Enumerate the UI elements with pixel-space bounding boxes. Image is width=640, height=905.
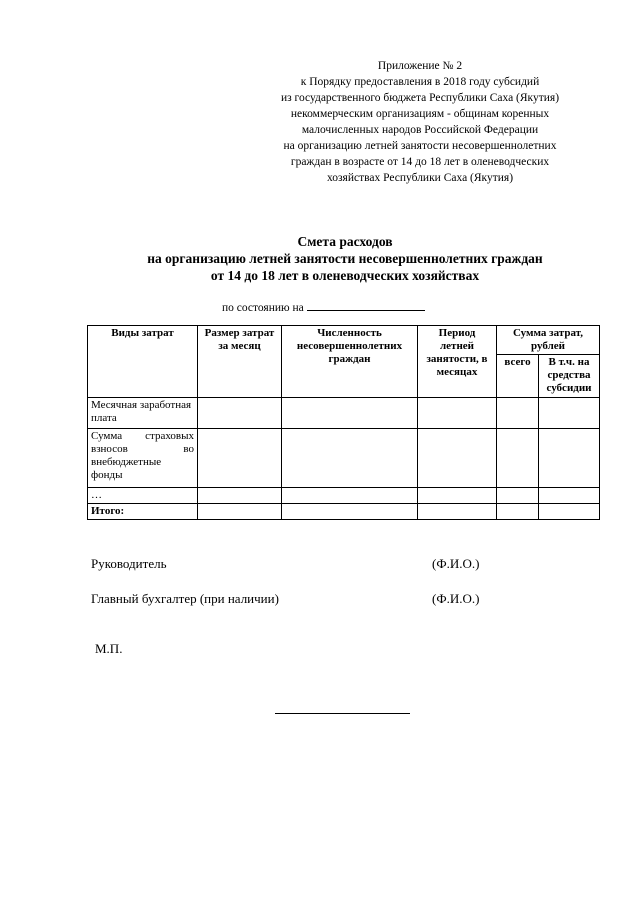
table-total-row <box>88 504 600 520</box>
table-cell[interactable] <box>282 504 418 520</box>
as-of-date <box>222 299 425 314</box>
table-cell[interactable] <box>418 488 497 504</box>
stamp-placeholder: М.П. <box>95 641 123 656</box>
head-name-placeholder: (Ф.И.О.) <box>432 556 480 571</box>
table-cell[interactable] <box>497 504 539 520</box>
total-label: Итого: <box>88 504 198 520</box>
row-label: … <box>88 488 198 504</box>
table-cell[interactable] <box>539 398 600 429</box>
table-cell[interactable] <box>418 504 497 520</box>
header-incl-subsidy: В т.ч. на средства субсидии <box>539 355 600 398</box>
title-line: Смета расходов <box>297 234 393 249</box>
table-cell[interactable] <box>418 398 497 429</box>
title-line: от 14 до 18 лет в оленеводческих хозяйствах <box>210 268 480 283</box>
table-cell[interactable] <box>497 429 539 488</box>
table-cell[interactable] <box>282 398 418 429</box>
row-label: Сумма страховых взносов во внебюджетные фонды <box>88 429 198 488</box>
table-cell[interactable] <box>539 504 600 520</box>
table-cell[interactable] <box>198 504 282 520</box>
header-total-all: всего <box>497 355 539 398</box>
appendix-line: малочисленных народов Российской Федерации <box>301 124 539 136</box>
appendix-line: граждан в возрасте от 14 до 18 лет в оленеводческих <box>290 156 550 168</box>
appendix-line: Приложение № 2 <box>377 60 463 72</box>
header-total-group: Сумма затрат, рублей <box>497 326 600 355</box>
table-cell[interactable] <box>282 429 418 488</box>
appendix-line: к Порядку предоставления в 2018 году субсидий <box>300 76 540 88</box>
table-cell[interactable] <box>198 488 282 504</box>
appendix-line: некоммерческим организациям - общинам коренных <box>290 108 550 120</box>
appendix-line: хозяйствах Республики Саха (Якутия) <box>326 172 514 184</box>
table-cell[interactable] <box>539 488 600 504</box>
table-cell[interactable] <box>418 429 497 488</box>
document-title <box>60 233 630 284</box>
title-line: на организацию летней занятости несовершеннолетних граждан <box>147 251 543 266</box>
table-cell[interactable] <box>497 488 539 504</box>
appendix-line: из государственного бюджета Республики Саха (Якутия) <box>280 92 560 104</box>
as-of-date-blank <box>307 299 425 311</box>
table-row <box>88 488 600 504</box>
table-row <box>88 429 600 488</box>
table-cell[interactable] <box>282 488 418 504</box>
header-minors-count: Численность несовершеннолетних граждан <box>282 326 418 398</box>
as-of-label: по состоянию на <box>222 302 304 314</box>
head-label: Руководитель <box>91 556 167 571</box>
header-cost-types: Виды затрат <box>88 326 198 398</box>
row-label: Месячная заработная плата <box>88 398 198 429</box>
accountant-name-placeholder: (Ф.И.О.) <box>432 591 480 606</box>
header-period: Период летней занятости, в месяцах <box>418 326 497 398</box>
cost-estimate-table <box>87 325 600 520</box>
table-cell[interactable] <box>497 398 539 429</box>
accountant-label: Главный бухгалтер (при наличии) <box>91 591 279 606</box>
table-cell[interactable] <box>198 429 282 488</box>
table-row <box>88 398 600 429</box>
appendix-block <box>245 58 595 186</box>
table-cell[interactable] <box>539 429 600 488</box>
appendix-line: на организацию летней занятости несовершеннолетних <box>283 140 557 152</box>
signature-line <box>275 713 410 714</box>
table-cell[interactable] <box>198 398 282 429</box>
table-header-row <box>88 326 600 355</box>
header-monthly-amount: Размер затрат за месяц <box>198 326 282 398</box>
